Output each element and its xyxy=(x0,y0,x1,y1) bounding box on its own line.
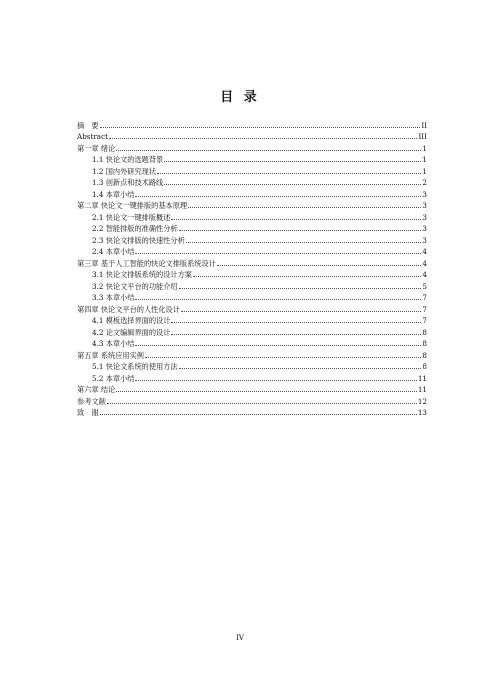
toc-entry-page: 3 xyxy=(422,212,427,222)
toc-entry[interactable] xyxy=(77,210,427,222)
page-number: IV xyxy=(236,634,244,642)
toc-entry[interactable] xyxy=(77,268,427,280)
toc-entry-label: 3.2 快论文平台的功能介绍 xyxy=(92,281,178,291)
dot-leader xyxy=(164,184,421,185)
dot-leader xyxy=(179,368,422,369)
toc-entry-page: III xyxy=(418,132,427,141)
toc-entry-page: 4 xyxy=(422,258,427,268)
toc-entry-page: 8 xyxy=(422,350,427,360)
dot-leader xyxy=(100,414,417,415)
toc-entry[interactable] xyxy=(77,394,427,406)
dot-leader xyxy=(116,150,421,151)
toc-entry[interactable] xyxy=(77,302,427,314)
toc-entry-page: 3 xyxy=(422,235,427,245)
dot-leader xyxy=(188,207,421,208)
toc-entry-label: 3.3 本章小结 xyxy=(92,293,135,302)
toc-entry-label: 1.3 创新点和技术路线 xyxy=(92,178,164,187)
dot-leader xyxy=(171,322,421,323)
dot-leader xyxy=(107,403,417,404)
toc-entry-page: 1 xyxy=(422,166,427,176)
dot-leader xyxy=(181,311,422,312)
toc-entry-label: 1.2 国内外研究现状 xyxy=(92,166,157,176)
toc-entry-label: 第一章 绪论 xyxy=(77,143,116,153)
toc-entry-page: 3 xyxy=(422,201,427,210)
toc-entry-page: 11 xyxy=(417,373,427,383)
toc-entry-label: 5.1 快论文系统的使用方法 xyxy=(92,362,178,371)
toc-entry-label: 2.1 快论文一键排版概述 xyxy=(92,212,171,222)
toc-entry-page: 11 xyxy=(417,385,427,394)
toc-entry[interactable] xyxy=(77,256,427,268)
toc-entry-label: 2.3 快论文排版的快速性分析 xyxy=(92,235,185,245)
toc-entry[interactable] xyxy=(77,199,427,211)
toc-entry-page: 7 xyxy=(422,304,427,314)
toc-entry[interactable] xyxy=(77,130,427,142)
toc-entry-page: 8 xyxy=(422,362,427,371)
toc-entry-label: 第六章 结论 xyxy=(77,385,116,394)
toc-entry-label: Abstract xyxy=(77,132,109,141)
dot-leader xyxy=(179,230,422,231)
toc-entry-page: 7 xyxy=(422,316,427,325)
toc-entry[interactable] xyxy=(77,371,427,383)
table-of-contents xyxy=(77,118,427,417)
toc-entry-label: 2.4 本章小结 xyxy=(92,247,135,256)
toc-entry-label: 摘 要 xyxy=(77,120,99,130)
toc-entry[interactable] xyxy=(77,118,427,130)
toc-entry-label: 5.2 本章小结 xyxy=(92,373,135,383)
toc-entry[interactable] xyxy=(77,233,427,245)
toc-entry[interactable] xyxy=(77,348,427,360)
toc-entry-page: 7 xyxy=(422,293,427,302)
toc-entry[interactable] xyxy=(77,337,427,349)
toc-entry-page: 2 xyxy=(422,178,427,187)
dot-leader xyxy=(145,357,421,358)
toc-entry-page: 1 xyxy=(422,155,427,164)
toc-entry[interactable] xyxy=(77,314,427,326)
toc-entry-label: 第五章 系统应用实例 xyxy=(77,350,144,360)
toc-entry[interactable] xyxy=(77,245,427,257)
toc-entry[interactable] xyxy=(77,383,427,395)
toc-entry-label: 致 谢 xyxy=(77,408,99,417)
dot-leader xyxy=(157,173,421,174)
toc-entry-page: 4 xyxy=(422,247,427,256)
dot-leader xyxy=(135,345,421,346)
toc-entry-page: 8 xyxy=(422,327,427,337)
toc-entry-label: 4.3 本章小结 xyxy=(92,339,135,348)
toc-entry-page: 8 xyxy=(422,339,427,348)
toc-entry-page: 13 xyxy=(417,408,427,417)
toc-entry[interactable] xyxy=(77,176,427,188)
toc-entry-label: 2.2 智能排版的准确性分析 xyxy=(92,224,178,233)
dot-leader xyxy=(109,138,417,139)
dot-leader xyxy=(100,127,421,128)
toc-entry-label: 第三章 基于人工智能的快论文排版系统设计 xyxy=(77,258,216,268)
toc-entry[interactable] xyxy=(77,360,427,372)
toc-entry-label: 1.1 快论文的选题背景 xyxy=(92,155,164,164)
dot-leader xyxy=(179,288,422,289)
toc-entry-label: 第四章 快论文平台的人性化设计 xyxy=(77,304,180,314)
toc-entry[interactable] xyxy=(77,279,427,291)
dot-leader xyxy=(135,380,416,381)
dot-leader xyxy=(135,253,421,254)
toc-entry-label: 4.1 模板选择界面的设计 xyxy=(92,316,171,325)
toc-entry-page: 12 xyxy=(417,396,427,406)
toc-entry[interactable] xyxy=(77,141,427,153)
toc-entry-page: II xyxy=(421,120,427,130)
toc-entry[interactable] xyxy=(77,187,427,199)
dot-leader xyxy=(171,219,421,220)
toc-entry[interactable] xyxy=(77,291,427,303)
toc-entry-label: 4.2 论文编辑界面的设计 xyxy=(92,327,171,337)
toc-entry[interactable] xyxy=(77,406,427,418)
toc-entry[interactable] xyxy=(77,164,427,176)
toc-entry-label: 1.4 本章小结 xyxy=(92,189,135,199)
toc-entry[interactable] xyxy=(77,153,427,165)
toc-entry-page: 1 xyxy=(422,143,427,153)
dot-leader xyxy=(116,391,417,392)
toc-entry-page: 4 xyxy=(422,270,427,279)
dot-leader xyxy=(135,196,421,197)
toc-entry-label: 第二章 快论文一键排版的基本原理 xyxy=(77,201,188,210)
toc-entry-page: 3 xyxy=(422,189,427,199)
toc-entry-label: 参考文献 xyxy=(77,396,106,406)
dot-leader xyxy=(186,242,422,243)
dot-leader xyxy=(217,265,422,266)
toc-entry[interactable] xyxy=(77,222,427,234)
dot-leader xyxy=(171,334,421,335)
toc-entry[interactable] xyxy=(77,325,427,337)
dot-leader xyxy=(164,161,421,162)
toc-entry-label: 3.1 快论文排版系统的设计方案 xyxy=(92,270,192,279)
dot-leader xyxy=(193,276,421,277)
toc-title: 目 录 xyxy=(220,90,260,105)
toc-entry-page: 3 xyxy=(422,224,427,233)
toc-entry-page: 5 xyxy=(422,281,427,291)
dot-leader xyxy=(135,299,421,300)
